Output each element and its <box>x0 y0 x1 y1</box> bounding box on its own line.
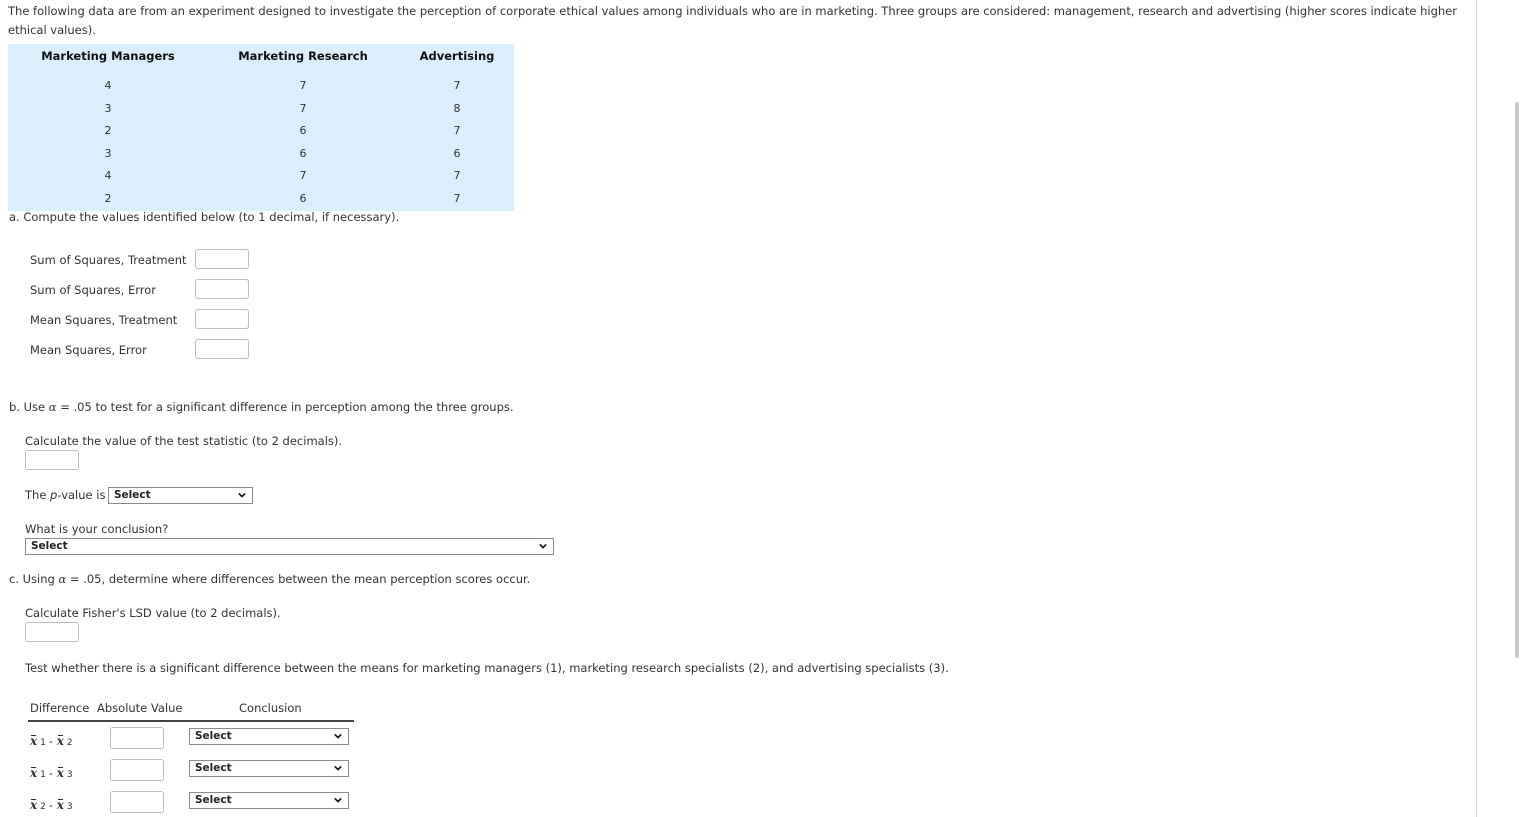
conclusion-2-3-select[interactable] <box>189 792 349 809</box>
column-header: Marketing Managers <box>41 49 175 63</box>
subscript: 3 <box>66 802 73 812</box>
xbar-symbol: x <box>30 766 38 780</box>
test-statistic-label: Calculate the value of the test statistic (to 2 decimals). <box>25 434 343 448</box>
column-marketing-managers <box>8 44 208 211</box>
data-table <box>8 44 514 211</box>
conclusion-select[interactable] <box>25 538 554 555</box>
p-value-select-value: Select <box>114 489 151 501</box>
table-cell: 6 <box>299 191 307 205</box>
alpha-symbol: α <box>58 572 67 586</box>
table-cell: 7 <box>453 79 461 92</box>
subscript: 2 <box>66 738 73 748</box>
conclusion-header: Conclusion <box>239 701 302 715</box>
table-cell: 3 <box>104 101 112 115</box>
minus-sign: - <box>48 766 54 780</box>
table-cell: 8 <box>453 101 461 115</box>
table-cell: 3 <box>104 146 112 160</box>
ss-treatment-input[interactable] <box>195 249 249 269</box>
chevron-down-icon <box>539 542 547 550</box>
subscript: 2 <box>40 802 46 812</box>
abs-value-2-3-input[interactable] <box>110 791 164 813</box>
ms-treatment-label: Mean Squares, Treatment <box>30 313 178 327</box>
subscript: 1 <box>40 770 46 780</box>
p-value-label <box>25 488 105 502</box>
p-value-label-post: -value is <box>57 488 106 502</box>
part-a-prompt: a. Compute the values identified below (to 1 decimal, if necessary). <box>9 210 400 224</box>
table-cell: 6 <box>299 146 307 160</box>
table-cell: 6 <box>299 124 307 138</box>
table-cell: 2 <box>104 191 112 205</box>
minus-sign: - <box>48 798 54 812</box>
p-italic: p <box>50 488 58 502</box>
ss-treatment-label: Sum of Squares, Treatment <box>30 253 187 267</box>
lsd-label: Calculate Fisher's LSD value (to 2 decimals). <box>25 606 281 620</box>
table-cell: 7 <box>453 169 461 183</box>
p-value-label-pre: The <box>25 488 47 502</box>
ss-error-label: Sum of Squares, Error <box>30 283 157 297</box>
ss-error-input[interactable] <box>195 279 249 299</box>
subscript: 1 <box>40 738 46 748</box>
header-divider <box>28 720 354 722</box>
p-value-select[interactable] <box>108 487 253 504</box>
part-b-prompt <box>9 400 514 414</box>
table-cell: 4 <box>104 79 112 92</box>
abs-value-1-2-input[interactable] <box>110 727 164 749</box>
difference-x1-x3 <box>30 766 76 780</box>
chevron-down-icon <box>334 732 342 740</box>
lsd-input[interactable] <box>25 622 79 642</box>
part-c-prompt-post: = .05, determine where differences between the mean perception scores occur. <box>69 572 531 586</box>
minus-sign: - <box>48 734 54 748</box>
vertical-scrollbar[interactable] <box>1515 102 1519 658</box>
conclusion-1-2-select[interactable] <box>189 728 349 745</box>
difference-x1-x2 <box>30 734 76 748</box>
conclusion-select-value: Select <box>31 540 68 552</box>
column-advertising <box>407 44 507 211</box>
conclusion-1-3-select[interactable] <box>189 760 349 777</box>
table-cell: 7 <box>299 101 307 115</box>
column-header: Marketing Research <box>238 49 368 63</box>
difference-header: Difference <box>30 701 90 715</box>
part-b-prompt-post: = .05 to test for a significant difference in perception among the three groups. <box>60 400 514 414</box>
xbar-symbol: x <box>56 734 64 748</box>
ms-error-input[interactable] <box>195 339 249 359</box>
xbar-symbol: x <box>30 798 38 812</box>
difference-x2-x3 <box>30 798 76 812</box>
ms-error-label: Mean Squares, Error <box>30 343 147 357</box>
table-cell: 7 <box>299 79 307 92</box>
conclusion-label: What is your conclusion? <box>25 522 169 536</box>
chevron-down-icon <box>334 764 342 772</box>
chevron-down-icon <box>238 491 246 499</box>
test-statistic-input[interactable] <box>25 450 79 470</box>
intro-text: The following data are from an experiment designed to investigate the perception of corporate ethical values among individuals who are in marketing. Three groups are considered: management, research and advertising (higher scores indicate higher ethical values). <box>8 4 1457 37</box>
part-c-prompt <box>9 572 530 586</box>
select-value: Select <box>195 794 232 806</box>
xbar-symbol: x <box>56 766 64 780</box>
alpha-symbol: α <box>48 400 57 414</box>
part-c-prompt-pre: c. Using <box>9 572 55 586</box>
subscript: 3 <box>66 770 73 780</box>
table-cell: 2 <box>104 124 112 138</box>
select-value: Select <box>195 762 232 774</box>
part-b-prompt-pre: b. Use <box>9 400 46 414</box>
ms-treatment-input[interactable] <box>195 309 249 329</box>
absolute-value-header: Absolute Value <box>97 701 183 715</box>
table-cell: 4 <box>104 169 112 183</box>
column-header: Advertising <box>419 49 495 63</box>
select-value: Select <box>195 730 232 742</box>
abs-value-1-3-input[interactable] <box>110 759 164 781</box>
table-cell: 6 <box>453 146 461 160</box>
table-cell: 7 <box>453 124 461 138</box>
xbar-symbol: x <box>56 798 64 812</box>
table-cell: 7 <box>453 191 461 205</box>
xbar-symbol: x <box>30 734 38 748</box>
test-means-text: Test whether there is a significant difference between the means for marketing managers (1), marketing research specialists (2), and advertising specialists (3). <box>25 661 949 675</box>
column-marketing-research <box>198 44 408 211</box>
table-cell: 7 <box>299 169 307 183</box>
chevron-down-icon <box>334 796 342 804</box>
